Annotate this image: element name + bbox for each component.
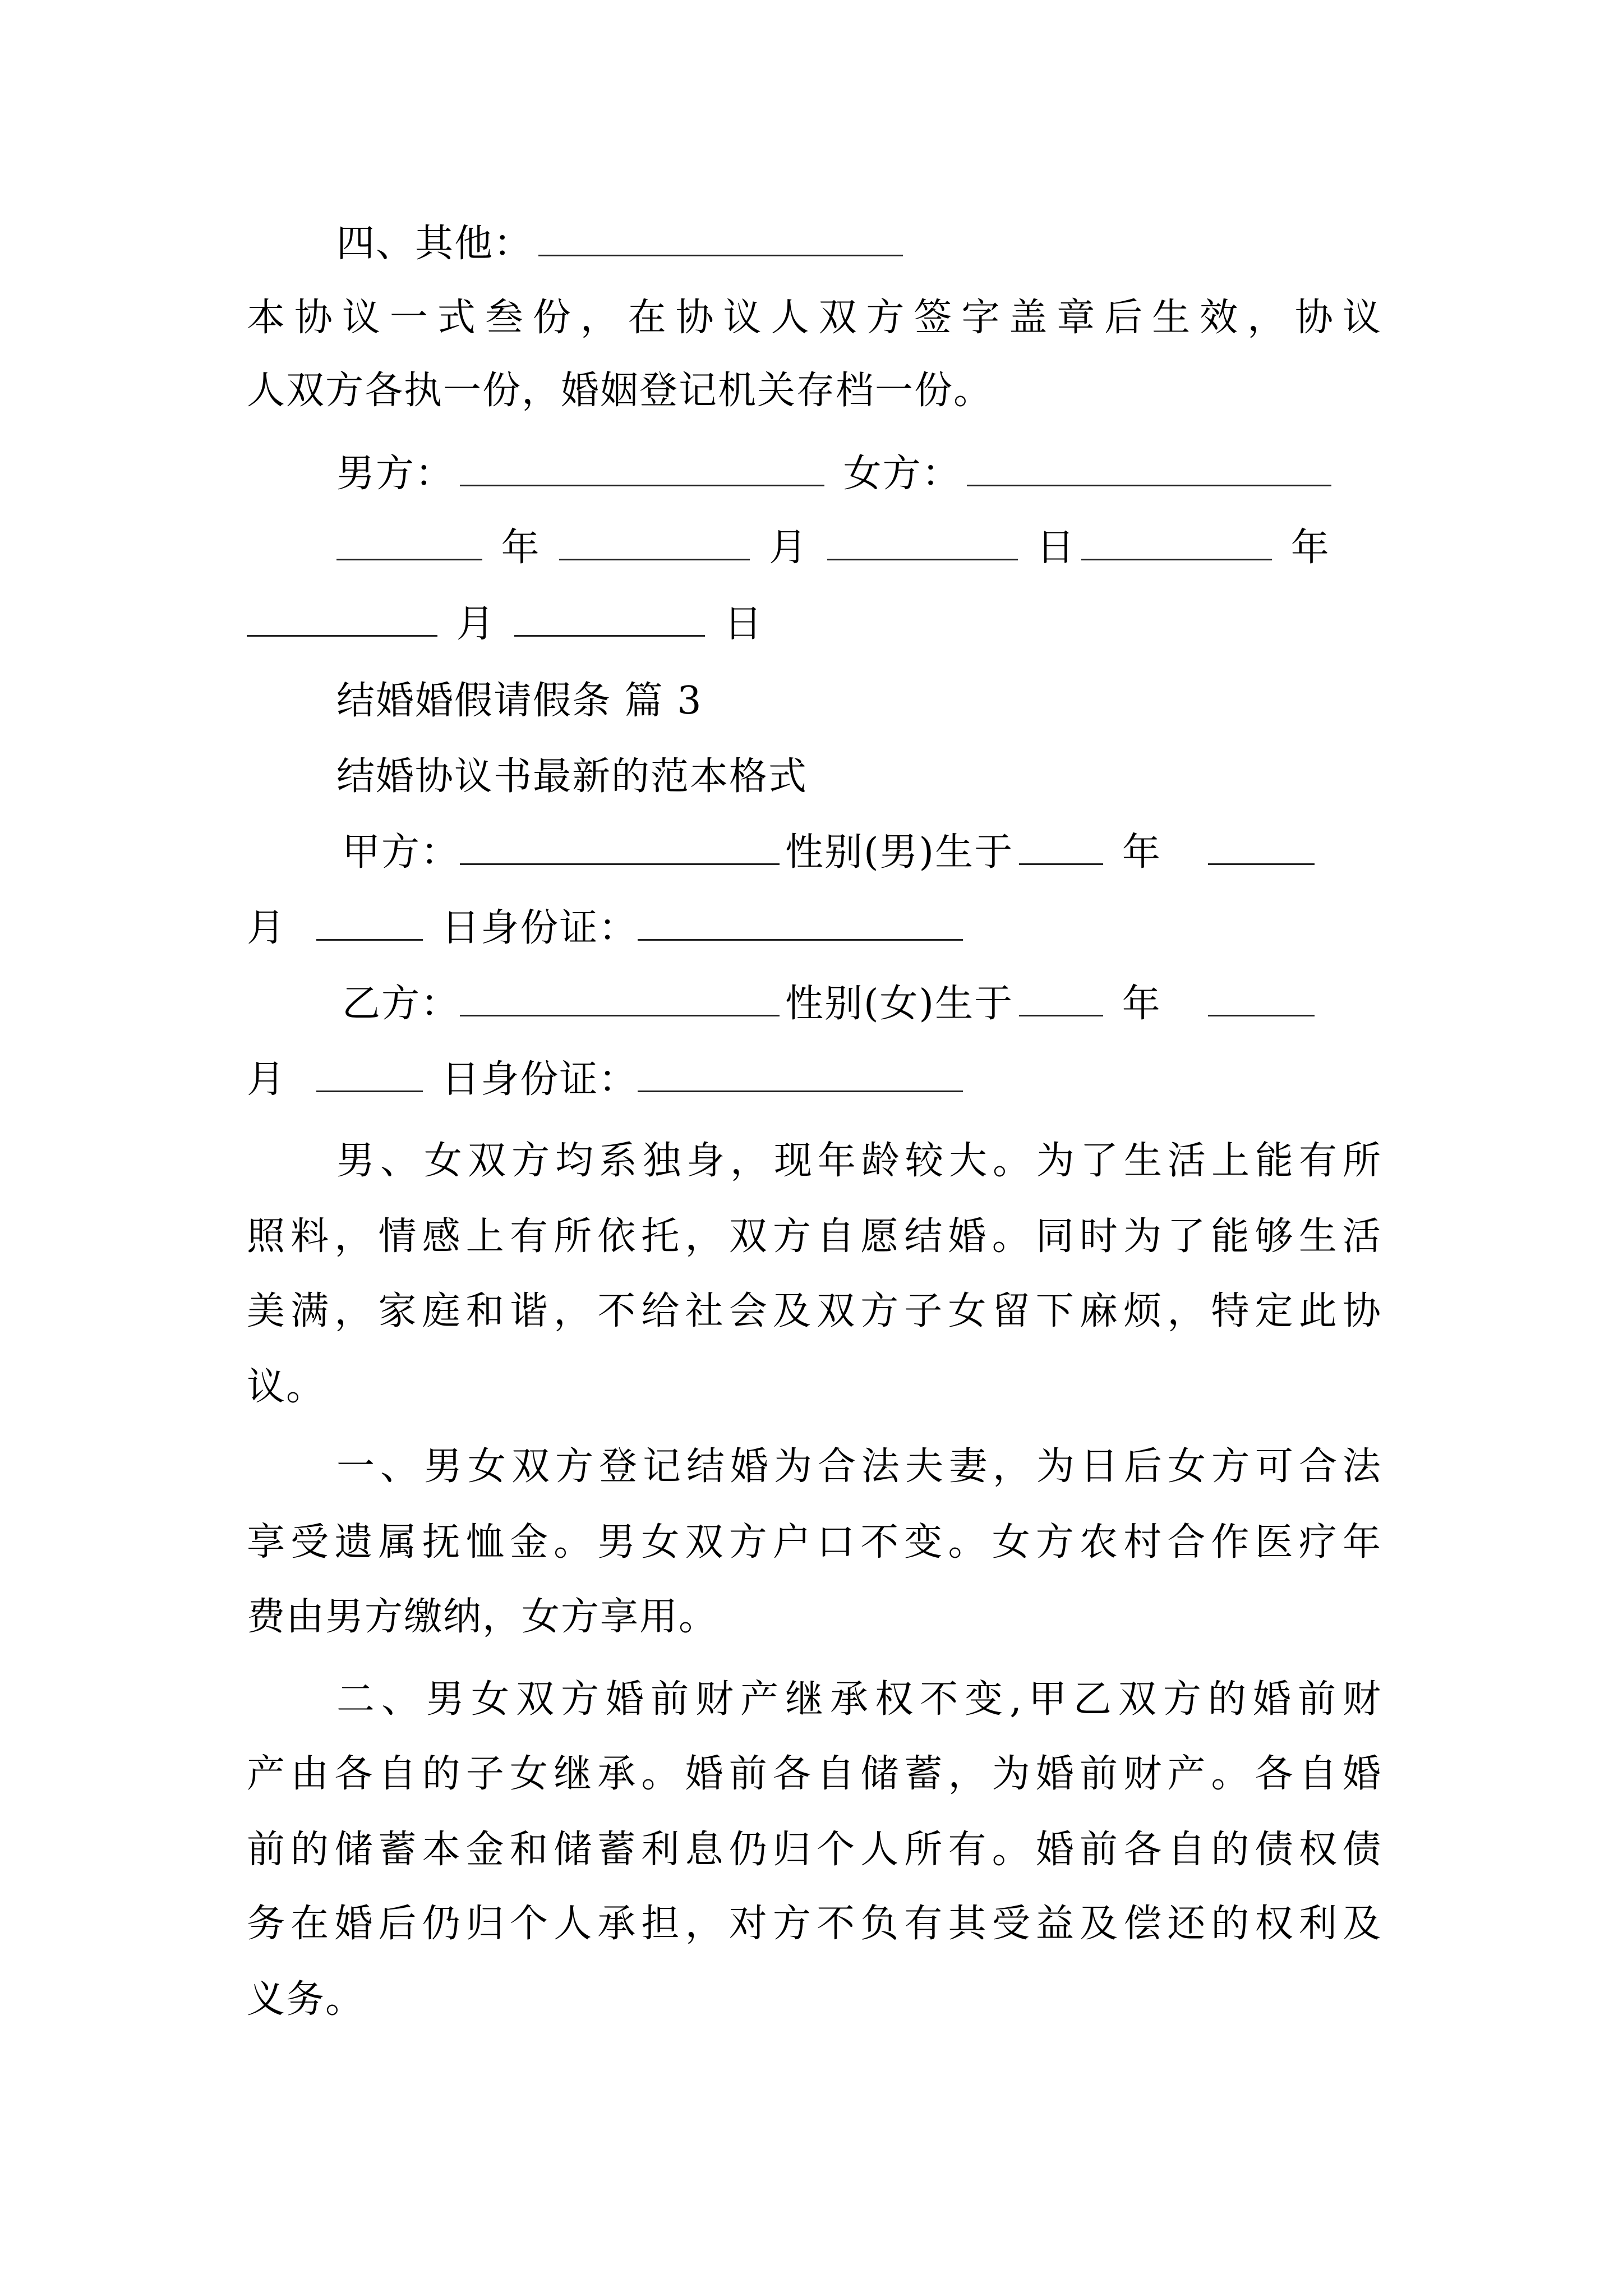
section-heading: 结婚婚假请假条 篇 3 (336, 679, 703, 723)
text-line: 美满，家庭和谐，不给社会及双方子女留下麻烦，特定此协 (247, 1289, 1382, 1333)
female-signature-blank (967, 443, 1331, 486)
text-line: 男、女双方均系独身，现年龄较大。为了生活上能有所 (336, 1139, 1382, 1183)
text-line: 费由男方缴纳，女方享用。 (247, 1595, 718, 1639)
section-other (336, 213, 1382, 275)
month-label: 月 (247, 1057, 287, 1102)
clause-one: 一、男女双方登记结婚为合法夫妻，为日后女方可合法 (336, 1444, 1382, 1489)
date-line (336, 517, 1382, 579)
year-label: 年 (501, 526, 541, 570)
text-line: 前的储蓄本金和储蓄利息仍归个人所有。婚前各自的债权债 (247, 1828, 1382, 1872)
month-blank (559, 517, 750, 560)
party-a-name-blank (460, 822, 780, 865)
text-line: 义务。 (247, 1977, 365, 2022)
year-label: 年 (1122, 982, 1161, 1026)
year-blank (1081, 517, 1272, 560)
party-a-gender: 性别(男)生于 (785, 830, 1014, 875)
day-blank (827, 517, 1018, 560)
party-a-id-line (247, 898, 1382, 959)
year-label: 年 (1122, 830, 1161, 875)
text-line: 产由各自的子女继承。婚前各自储蓄，为婚前财产。各自婚 (247, 1752, 1382, 1796)
month-label: 月 (768, 526, 808, 570)
clause-two: 二、男女双方婚前财产继承权不变,甲乙双方的婚前财 (336, 1677, 1382, 1722)
party-b-id-blank (638, 1049, 963, 1092)
birth-month-blank (1208, 973, 1315, 1016)
birth-year-blank (1019, 822, 1103, 865)
male-label: 男方： (336, 452, 455, 496)
birth-month-blank (1208, 822, 1315, 865)
id-label: 日身份证： (441, 1057, 638, 1102)
text-line: 人双方各执一份，婚姻登记机关存档一份。 (247, 369, 993, 413)
month-label: 月 (247, 906, 287, 950)
document-title: 结婚协议书最新的范本格式 (336, 754, 808, 799)
party-a-label: 甲方： (342, 830, 460, 875)
party-b-gender: 性别(女)生于 (785, 982, 1014, 1026)
year-blank (336, 517, 482, 560)
other-label: 四、其他： (336, 222, 533, 266)
birth-year-blank (1019, 973, 1103, 1016)
party-a-id-blank (638, 898, 963, 941)
text-line: 照料，情感上有所依托，双方自愿结婚。同时为了能够生活 (247, 1214, 1382, 1259)
year-label: 年 (1290, 526, 1330, 570)
text-line: 务在婚后仍归个人承担，对方不负有其受益及偿还的权利及 (247, 1902, 1382, 1946)
party-b-label: 乙方： (342, 982, 460, 1026)
day-label: 日 (723, 602, 763, 646)
day-blank (514, 593, 705, 637)
month-blank (247, 593, 437, 637)
text-line: 享受遗属抚恤金。男女双方户口不变。女方农村合作医疗年 (247, 1520, 1382, 1565)
party-b-line (342, 973, 1382, 1035)
day-label: 日 (1036, 526, 1076, 570)
birth-day-blank (316, 898, 423, 941)
birth-day-blank (316, 1049, 423, 1092)
date-line (247, 593, 1382, 655)
month-label: 月 (456, 602, 496, 646)
text-line: 本协议一式叁份，在协议人双方签字盖章后生效，协议 (247, 296, 1382, 340)
party-a-line (342, 822, 1382, 884)
other-blank (538, 213, 903, 256)
female-label: 女方： (843, 452, 961, 496)
male-signature-blank (460, 443, 824, 486)
signature-line (336, 443, 1382, 505)
party-b-name-blank (460, 973, 780, 1016)
text-line: 议。 (247, 1365, 326, 1409)
party-b-id-line (247, 1049, 1382, 1111)
id-label: 日身份证： (441, 906, 638, 950)
